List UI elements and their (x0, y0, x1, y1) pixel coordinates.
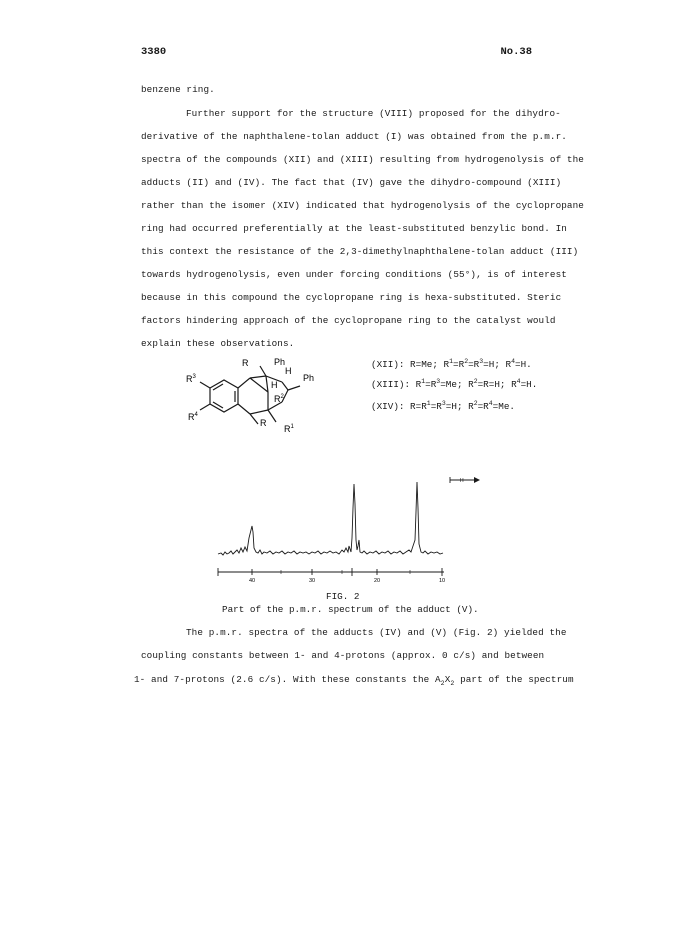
structure-diagram (170, 352, 370, 442)
figure-caption-title: FIG. 2 (326, 591, 360, 602)
text-line-a2x2: 1- and 7-protons (2.6 c/s). With these constants the $A_2X_2$ part of the spectrum (134, 674, 574, 687)
formula-xiv: (XIV): $R=R^1=R^3=H$; $R^2=R^4=Me$. (371, 400, 515, 413)
label-r3: $R^3$ (186, 374, 196, 384)
label-h-top: H (285, 366, 292, 376)
text-line: Further support for the structure (VIII) proposed for the dihydro- (186, 108, 561, 119)
nmr-spectrum (212, 468, 482, 588)
label-h-mid: H (271, 380, 278, 390)
label-ph-right: Ph (303, 373, 315, 383)
text-line: The p.m.r. spectra of the adducts (IV) and (V) (Fig. 2) yielded the (186, 627, 567, 638)
text-line: because in this compound the cyclopropane ring is hexa-substituted. Steric (141, 292, 562, 303)
text-line: benzene ring. (141, 84, 215, 95)
label-r-bottom: R (260, 418, 267, 428)
text-line: spectra of the compounds (XII) and (XIII) resulting from hydrogenolysis of the (141, 154, 584, 165)
spectrum-trace (218, 482, 443, 555)
formula-xiii: (XIII): $R^1=R^3=Me$; $R^2=R=H$; $R^4=H$. (371, 378, 538, 391)
issue-number: No.38 (500, 46, 532, 58)
formula-xii: (XII): R=Me; $R^1=R^2=R^3=H$; $R^4=H$. (371, 358, 532, 371)
label-r4: $R^4$ (188, 412, 198, 422)
text-line: this context the resistance of the 2,3-dimethylnaphthalene-tolan adduct (III) (141, 246, 579, 257)
text-line: explain these observations. (141, 338, 295, 349)
axis-tick-label: 40 (249, 578, 256, 584)
text-line: towards hydrogenolysis, even under forcing conditions (55°), is of interest (141, 269, 567, 280)
text-line: derivative of the naphthalene-tolan adduct (I) was obtained from the p.m.r. (141, 131, 567, 142)
axis-tick-label: 20 (374, 578, 381, 584)
axis-tick-label: 10 (439, 578, 446, 584)
label-r-top: R (242, 358, 249, 368)
text-line: rather than the isomer (XIV) indicated that hydrogenolysis of the cyclopropane (141, 200, 584, 211)
label-r1: $R^1$ (284, 424, 294, 434)
page-number: 3380 (141, 46, 167, 58)
axis-tick-label: 30 (309, 578, 316, 584)
text-line: coupling constants between 1- and 4-protons (approx. 0 c/s) and between (141, 650, 545, 661)
label-r2: $R^2$ (274, 394, 284, 404)
text-line: adducts (II) and (IV). The fact that (IV) gave the dihydro-compound (XIII) (141, 177, 562, 188)
text-line: ring had occurred preferentially at the least-substituted benzylic bond. In (141, 223, 567, 234)
figure-caption-text: Part of the p.m.r. spectrum of the adduct (V). (222, 604, 479, 615)
text-line: factors hindering approach of the cyclopropane ring to the catalyst would (141, 315, 556, 326)
label-ph-top: Ph (274, 357, 286, 367)
field-arrow-label: H (460, 478, 464, 484)
